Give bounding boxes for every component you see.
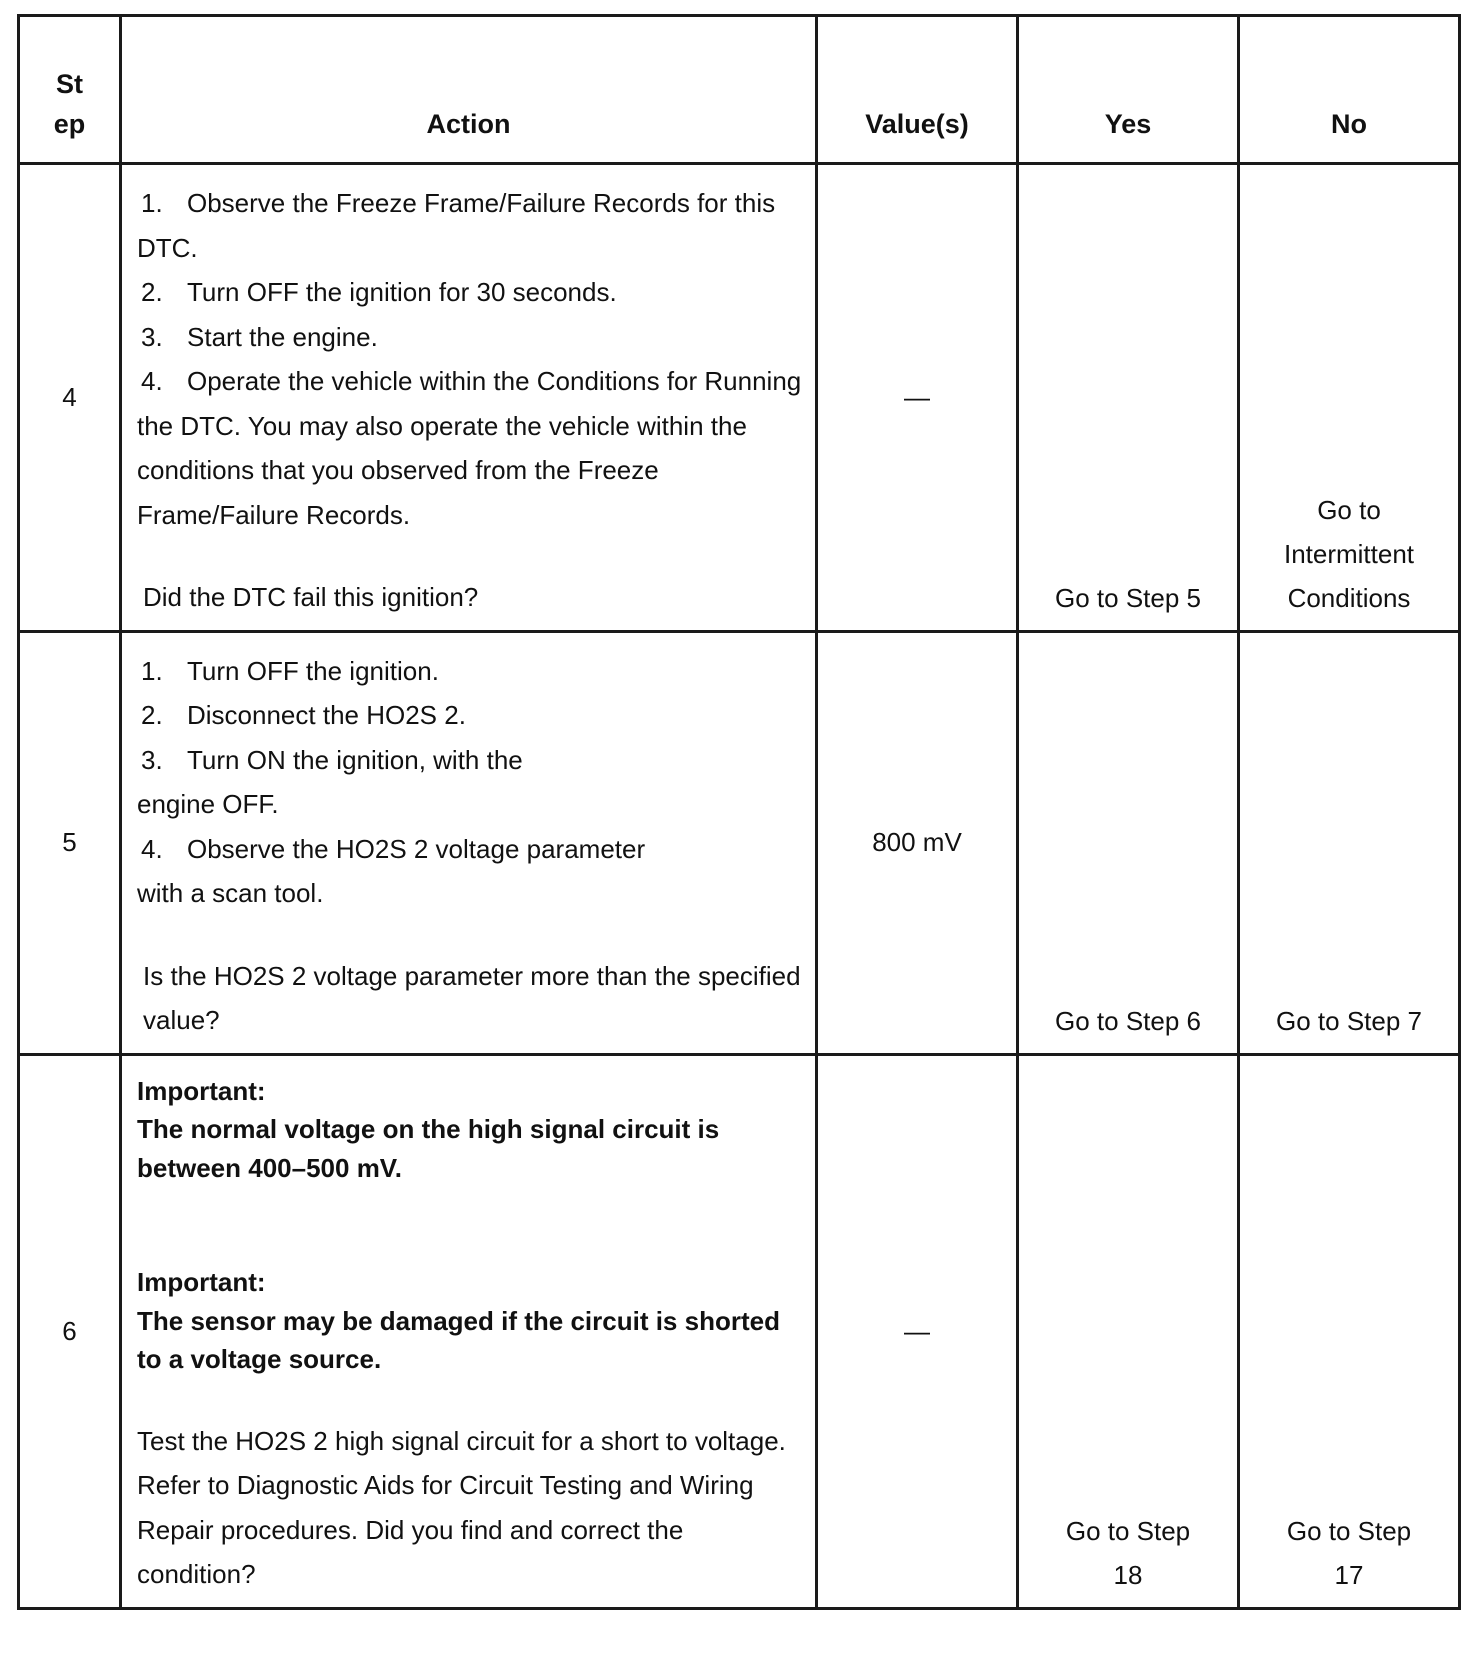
action-question: Did the DTC fail this ignition? <box>143 582 479 612</box>
step-number: 5 <box>19 631 121 1054</box>
action-item: 2. Turn OFF the ignition for 30 seconds. <box>141 277 617 307</box>
diagnostic-table <box>17 14 1461 1610</box>
yes-link[interactable]: Go to Step 6 <box>1055 1005 1201 1036</box>
header-row <box>19 16 1460 164</box>
no-cell <box>1239 631 1460 1054</box>
yes-link[interactable]: Go to Step 18 <box>1065 1515 1191 1590</box>
important-note: The normal voltage on the high signal circuit is between 400–500 mV. <box>137 1114 720 1183</box>
no-link[interactable]: Go to Step 17 <box>1286 1515 1412 1590</box>
header-yes: Yes <box>1018 16 1239 164</box>
header-values: Value(s) <box>817 16 1018 164</box>
important-label: Important: <box>137 1267 266 1297</box>
step-number: 6 <box>19 1054 121 1608</box>
action-question: Test the HO2S 2 high signal circuit for a short to voltage. Refer to Diagnostic Aids for Circuit Testing and Wiring Repair procedures. Did you find and correct the condition? <box>137 1425 786 1589</box>
header-no: No <box>1239 16 1460 164</box>
important-label: Important: <box>137 1075 266 1106</box>
yes-cell <box>1018 631 1239 1054</box>
header-action: Action <box>121 16 817 164</box>
action-item: 3. Turn ON the ignition, with the engine OFF. <box>137 744 523 819</box>
action-item: 4. Operate the vehicle within the Conditions for Running the DTC. You may also operate the vehicle within the conditions that you observed from the Freeze Frame/Failure Records. <box>137 366 802 530</box>
action-item: 1. Observe the Freeze Frame/Failure Records for this DTC. <box>137 188 776 263</box>
action-item: 3. Start the engine. <box>141 321 378 352</box>
action-item: 4. Observe the HO2S 2 voltage parameter with a scan tool. <box>137 833 646 908</box>
header-step <box>19 16 121 164</box>
action-cell <box>121 1054 817 1608</box>
table-row <box>19 631 1460 1054</box>
step-number: 4 <box>19 164 121 632</box>
no-cell <box>1239 1054 1460 1608</box>
action-item: 1. Turn OFF the ignition. <box>141 655 439 686</box>
table-row <box>19 1054 1460 1608</box>
yes-cell <box>1018 164 1239 632</box>
action-cell <box>121 631 817 1054</box>
header-step-line1: St <box>55 69 83 99</box>
no-link[interactable]: Go to Intermittent Conditions <box>1283 494 1415 613</box>
value-cell: 800 mV <box>817 631 1018 1054</box>
value-cell: — <box>817 164 1018 632</box>
value-cell: — <box>817 1054 1018 1608</box>
action-cell <box>121 164 817 632</box>
no-cell <box>1239 164 1460 632</box>
action-question: Is the HO2S 2 voltage parameter more than the specified value? <box>143 960 801 1035</box>
header-step-line2: ep <box>53 109 86 139</box>
important-note: The sensor may be damaged if the circuit is shorted to a voltage source. <box>137 1305 780 1374</box>
no-link[interactable]: Go to Step 7 <box>1276 1005 1422 1036</box>
yes-cell <box>1018 1054 1239 1608</box>
action-item: 2. Disconnect the HO2S 2. <box>141 700 466 730</box>
table-row <box>19 164 1460 632</box>
yes-link[interactable]: Go to Step 5 <box>1055 582 1201 613</box>
